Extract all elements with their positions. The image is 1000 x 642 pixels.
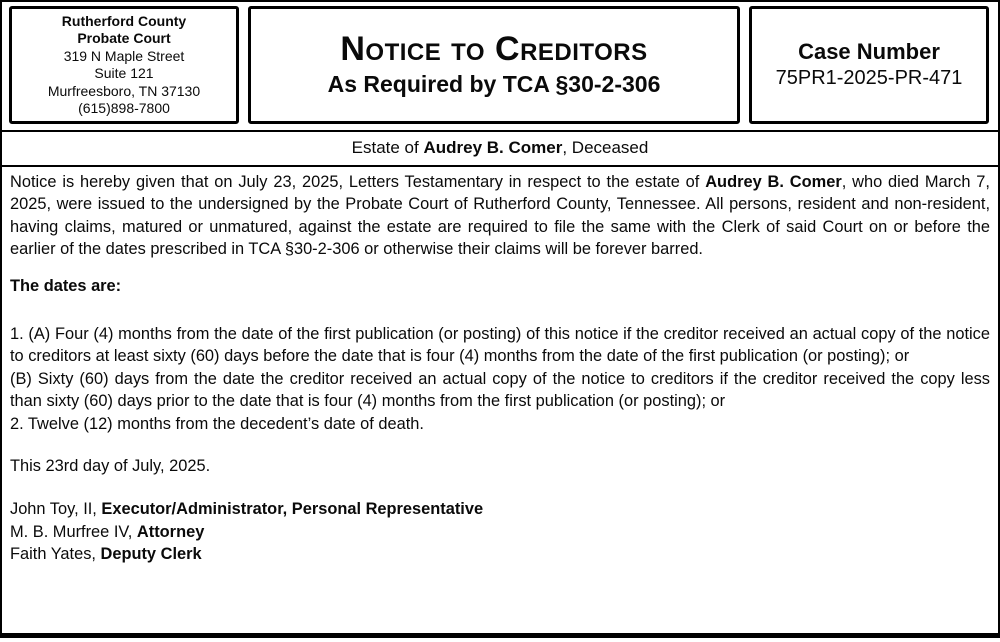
notice-body — [2, 167, 998, 566]
court-address-street: 319 N Maple Street — [63, 47, 185, 64]
document-title: Notice to Creditors — [340, 29, 648, 68]
opening-text-after: , who died March 7, 2025, were issued to the undersigned by the Probate Court of Rutherford County, Tennessee. All persons, resident and non-resident, having claims, matured or unmatured, against the estate are required to file the same with the Clerk of said Court on or before the earlier of the dates prescribed in TCA §30-2-306 or otherwise their claims will be forever barred. — [10, 173, 990, 259]
signature-executor — [10, 498, 990, 520]
opening-text-before: Notice is hereby given that on July 23, 2025, Letters Testamentary in respect to the estate of — [10, 173, 706, 191]
dates-heading: The dates are: — [10, 276, 122, 295]
header-row — [2, 2, 998, 124]
court-phone: (615)898-7800 — [78, 100, 170, 116]
case-number-label: Case Number — [798, 38, 940, 64]
signature-block — [10, 498, 990, 565]
executor-role: Executor/Administrator, Personal Representative — [101, 500, 484, 519]
case-number-value: 75PR1-2025-PR-471 — [775, 67, 963, 90]
notice-title-box — [248, 6, 740, 124]
estate-suffix: , Deceased — [562, 138, 649, 157]
court-address-box — [9, 6, 239, 124]
date-item-1b: (B) Sixty (60) days from the date the creditor received an actual copy of the notice to creditors if the creditor received the copy less than sixty (60) days prior to the date that is four (4) months from the first publication (or posting); or — [10, 369, 990, 411]
date-item-2: 2. Twelve (12) months from the decedent’s date of death. — [10, 414, 424, 433]
attorney-name: M. B. Murfree IV, — [10, 522, 137, 541]
court-address-suite: Suite 121 — [94, 65, 154, 81]
estate-prefix: Estate of — [351, 138, 424, 157]
deputy-clerk-role: Deputy Clerk — [100, 545, 202, 564]
signature-attorney — [10, 521, 990, 543]
opening-paragraph — [10, 171, 990, 261]
executor-name: John Toy, II, — [10, 500, 102, 519]
case-number-box — [749, 6, 989, 124]
decedent-name-inline: Audrey B. Comer — [705, 173, 842, 191]
court-address-city: Murfreesboro, TN 37130 — [47, 82, 201, 99]
attorney-role: Attorney — [136, 522, 205, 541]
court-name-line1: Rutherford County — [61, 12, 187, 29]
deputy-clerk-name: Faith Yates, — [10, 545, 101, 564]
dateline: This 23rd day of July, 2025. — [10, 457, 211, 476]
signature-deputy-clerk — [10, 543, 990, 565]
document-subtitle: As Required by TCA §30-2-306 — [327, 71, 661, 98]
court-name-line2: Probate Court — [77, 30, 171, 46]
decedent-name: Audrey B. Comer — [423, 138, 563, 157]
date-item-1a: 1. (A) Four (4) months from the date of the first publication (or posting) of this notice if the creditor received an actual copy of the notice to creditors at least sixty (60) days before the date that is four (4) months from the date of the first publication (or posting); or — [10, 325, 990, 366]
estate-banner — [2, 130, 998, 167]
